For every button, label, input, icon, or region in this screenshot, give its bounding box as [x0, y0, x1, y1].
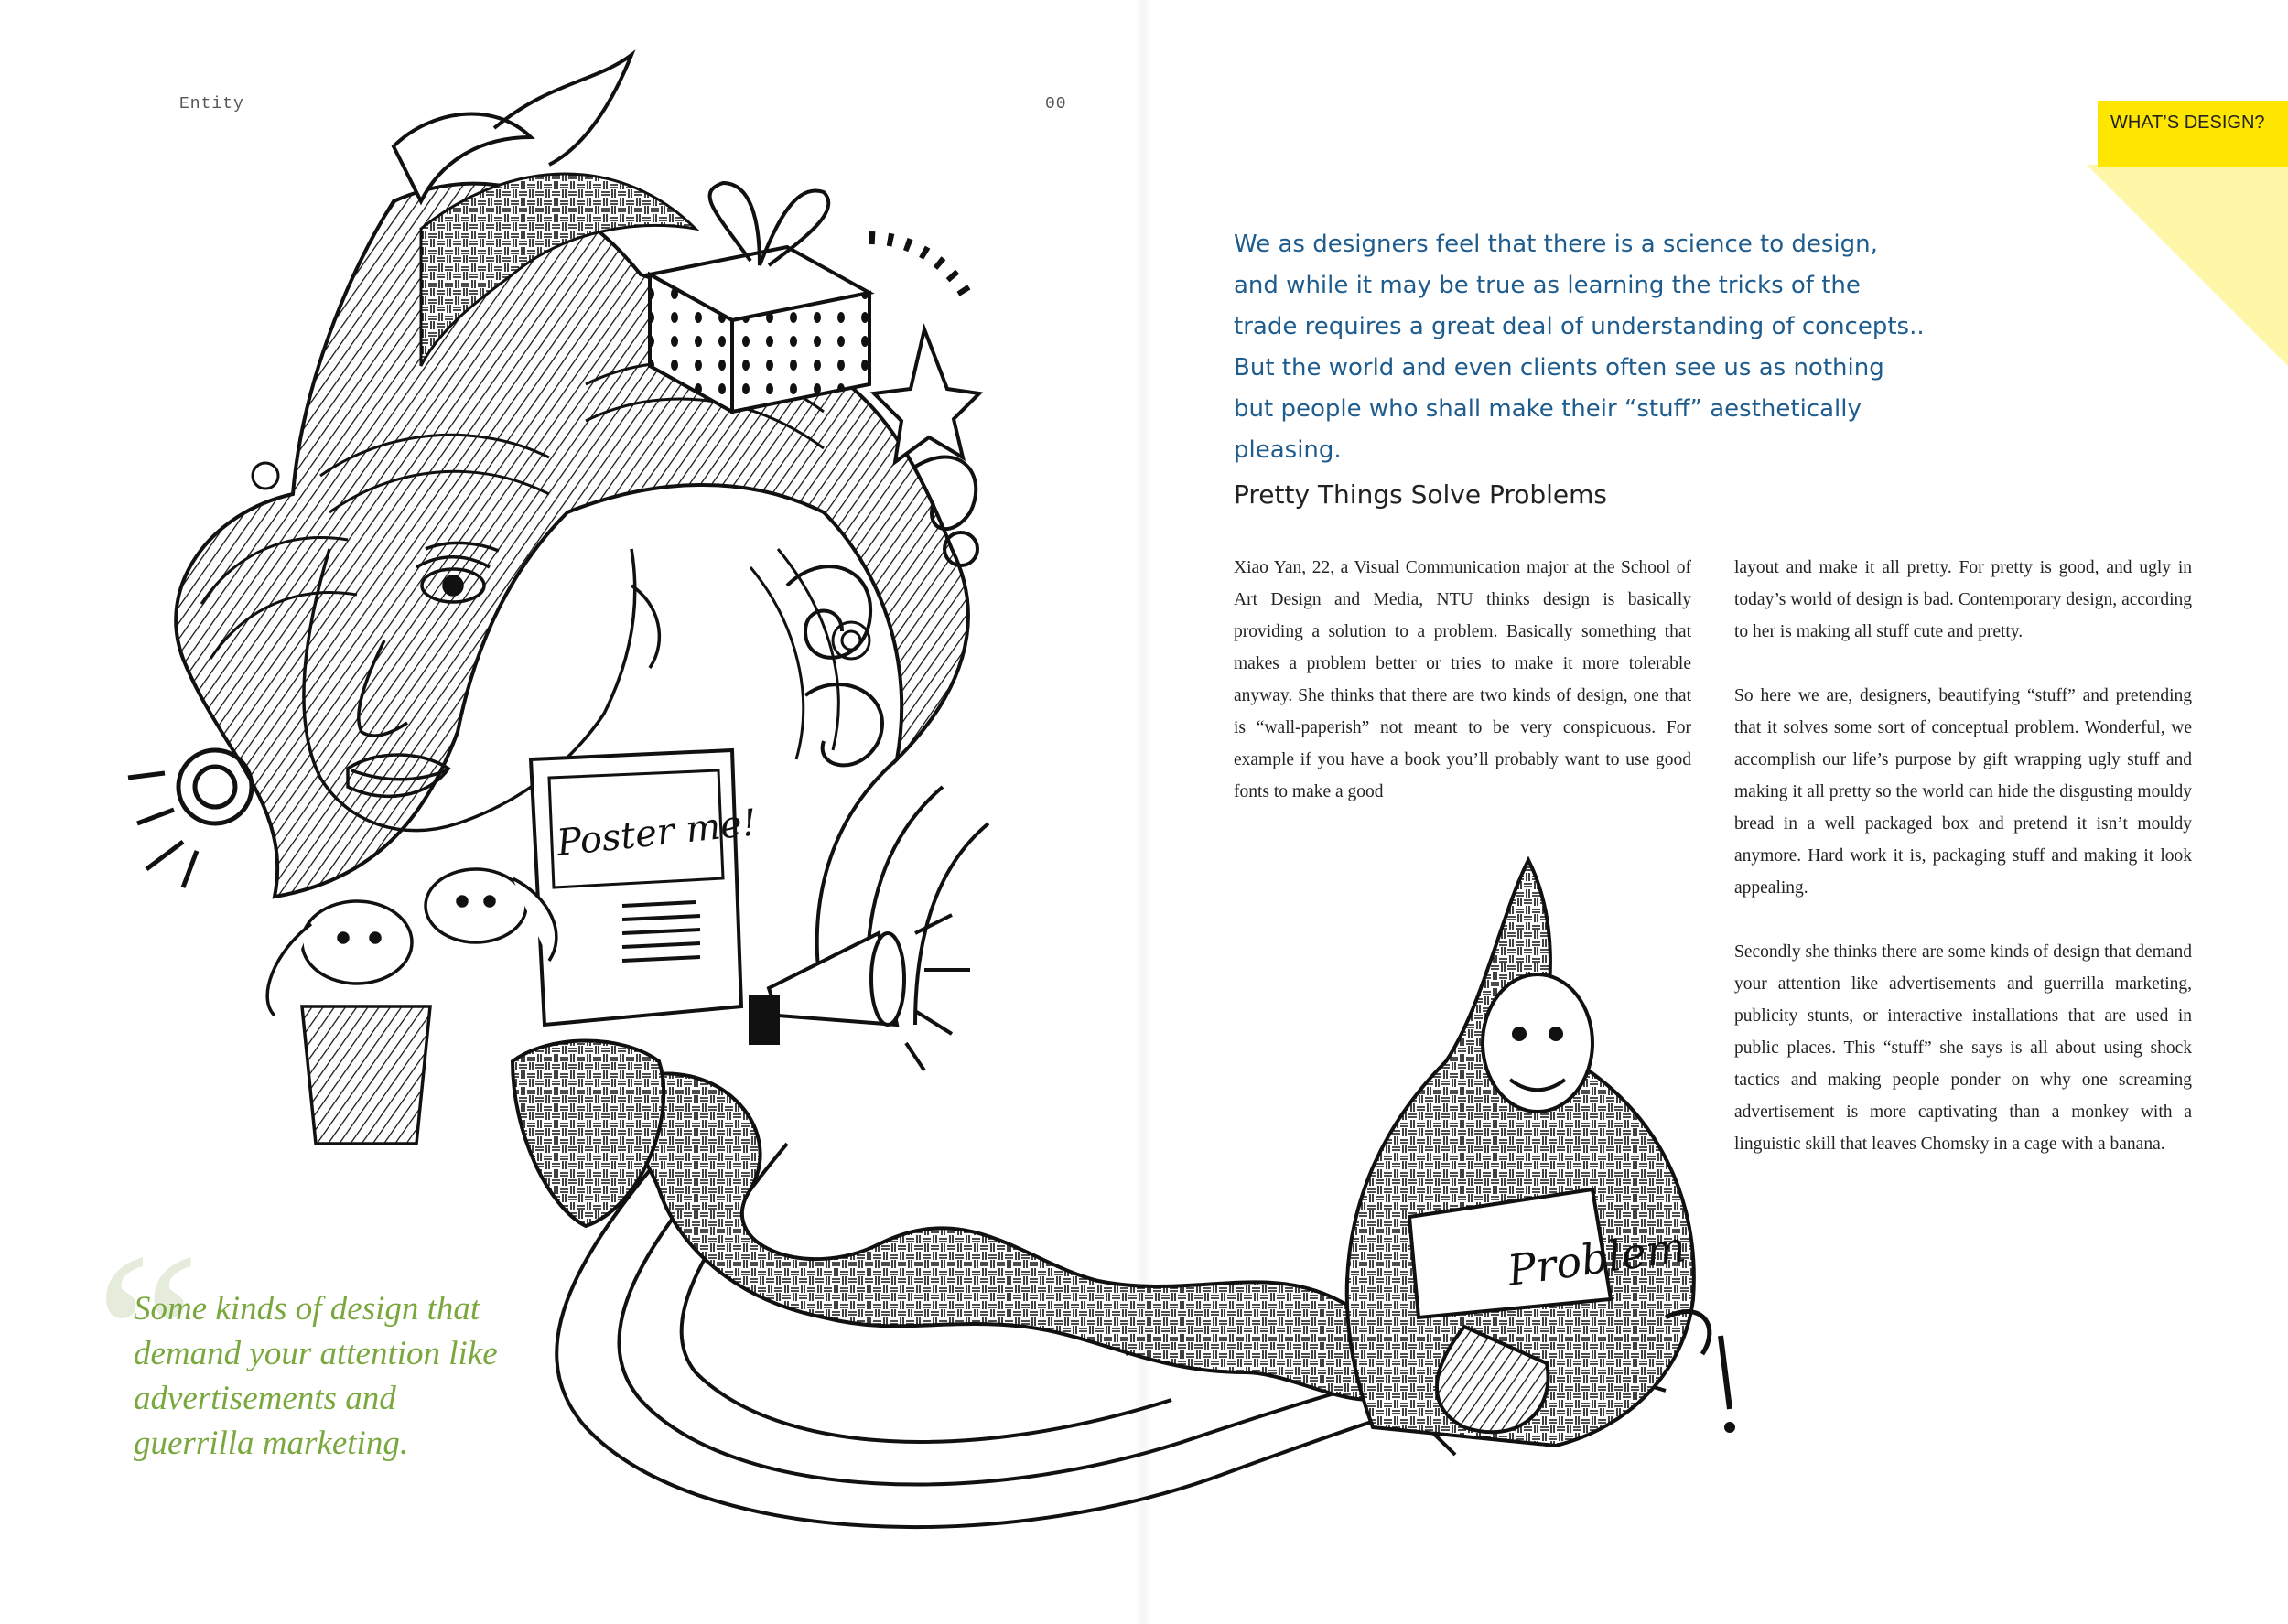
lead-paragraph: We as designers feel that there is a science to design, and while it may be true as learning the tricks of the trade requires a great deal of understanding of concepts.. But the world and even clients often see us as nothing but people who shall make their “stuff” aesthetically pleasing.	[1234, 231, 1925, 464]
page-number: 00	[1045, 95, 1067, 113]
running-head-left: Entity	[179, 95, 244, 113]
hatched-band	[621, 1074, 1414, 1400]
section-tag: WHAT’S DESIGN?	[2098, 101, 2288, 167]
ornate-base	[513, 1041, 664, 1227]
rabbits-cup	[267, 869, 556, 1144]
radiating-marks-left	[128, 750, 252, 887]
dotted-ribbon	[869, 238, 970, 302]
body-paragraph: Secondly she thinks there are some kinds of design that demand your attention like advertisements and guerrilla marketing, publicity stunts, or interactive installations that are used in public places. This “stuff” she says is all about using shock tactics and making people ponder on why one screaming advertisement is more captivating than a monkey with a linguistic skill that leaves Chomsky in a cage with a banana.	[1734, 942, 2192, 1154]
body-paragraph: So here we are, designers, beautifying “stuff” and pretending that it solves some sort of conceptual problem. Wonderful, we accomplish our life’s purpose by gift wrapping ugly stuff and making it all pretty so the world can hide the disgusting mouldy bread in a well packaged box and pretend it isn’t mouldy anymore. Hard work it is, packaging stuff and making it look appealing.	[1734, 686, 2192, 898]
man-with-problem-sign	[1347, 860, 1735, 1446]
body-paragraph: Xiao Yan, 22, a Visual Communication major at the School of Art Design and Media, NTU thinks design is basically providing a solution to a problem. Basically something that makes a problem better or tries to make it more tolerable anyway. She thinks that there are two kinds of design, one that is “wall-paperish” not meant to be very conspicuous. For example if you have a book you’ll probably want to use good fonts to make a good	[1234, 558, 1691, 801]
poster-text: Poster me!	[555, 801, 760, 865]
article-subhead: Pretty Things Solve Problems	[1234, 479, 1608, 510]
body-column-1	[1234, 552, 1691, 840]
sign-text: Problem	[1505, 1221, 1689, 1296]
body-column-2	[1734, 552, 2192, 1192]
corner-triangle	[2087, 0, 2288, 384]
megaphone	[750, 915, 970, 1070]
page-spine-shadow	[1135, 0, 1151, 1624]
poster-sheet	[531, 750, 759, 1025]
pull-quote: Some kinds of design that demand your attention like advertisements and guerrilla marketing.	[134, 1290, 498, 1462]
body-paragraph: layout and make it all pretty. For pretty is good, and ugly in today’s world of design is bad. Contemporary design, according to her is making all stuff cute and pretty.	[1734, 558, 2192, 641]
pull-quote-mark: “	[71, 1204, 204, 1468]
